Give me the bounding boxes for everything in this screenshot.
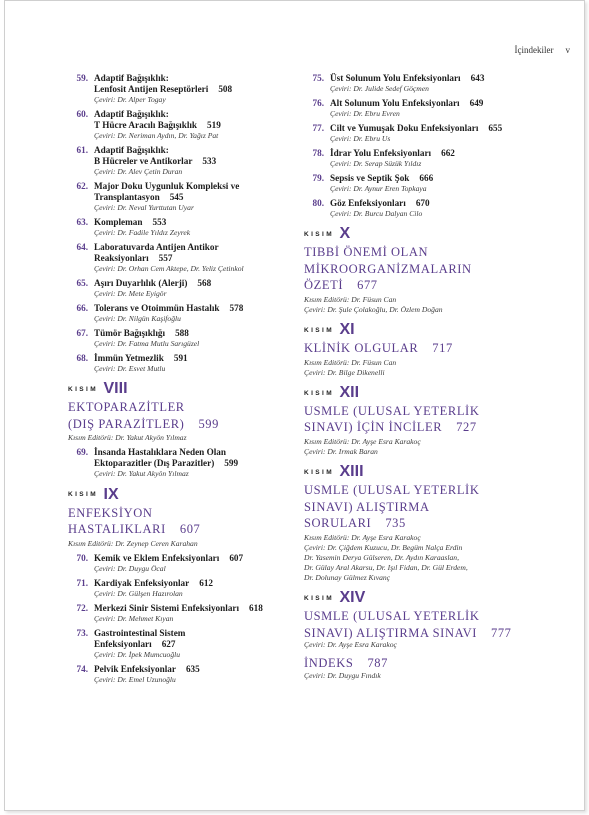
chapter-page: 670 xyxy=(415,198,430,208)
part-title-line: KLİNİK OLGULAR 717 xyxy=(304,341,453,356)
chapter-number: 61. xyxy=(76,145,88,155)
toc-entry xyxy=(68,353,300,374)
translator: Çeviri: Dr. Serap Süzük Yıldız xyxy=(330,159,422,168)
chapter-title-line: Laboratuvarda Antijen Antikor xyxy=(94,242,219,252)
chapter-number: 77. xyxy=(312,123,324,133)
part-title-line: (DIŞ PARAZİTLER) 599 xyxy=(68,416,219,431)
translator: Çeviri: Dr. Orhan Cem Aktepe, Dr. Yeliz Çetinkol xyxy=(94,264,244,273)
chapter-title-line: Sepsis ve Septik Şok 666 xyxy=(330,173,434,183)
chapter-number: 66. xyxy=(76,303,88,313)
translator: Çeviri: Dr. Mete Eyigör xyxy=(94,289,167,298)
chapter-body xyxy=(330,73,536,94)
chapter-page: 607 xyxy=(229,552,244,563)
part-heading xyxy=(68,380,300,443)
toc-entry xyxy=(68,328,300,349)
toc-entry xyxy=(304,123,536,144)
part-roman-numeral: VIII xyxy=(99,380,128,398)
part-page: 677 xyxy=(357,278,378,293)
chapter-number: 74. xyxy=(76,663,88,674)
toc-entry xyxy=(304,173,536,194)
chapter-title-line: Transplantasyon 545 xyxy=(94,192,184,202)
chapter-title-line: Aşırı Duyarlılık (Alerji) 568 xyxy=(94,278,212,288)
toc-entry xyxy=(304,198,536,219)
chapter-title-line: İdrar Yolu Enfeksiyonları 662 xyxy=(330,148,455,158)
chapter-page: 662 xyxy=(441,148,455,158)
chapter-title-line: B Hücreler ve Antikorlar 533 xyxy=(94,156,217,166)
part-page: 787 xyxy=(367,656,388,671)
toc-entry xyxy=(68,603,300,624)
chapter-body xyxy=(94,353,300,374)
part-label xyxy=(304,384,536,402)
translator: Çeviri: Dr. Nilgün Kaşifoğlu xyxy=(94,314,181,323)
toc-entry xyxy=(68,242,300,274)
part-page: 727 xyxy=(456,420,477,435)
kisim-label: KISIM xyxy=(304,468,335,476)
chapter-page: 635 xyxy=(185,663,200,674)
chapter-body xyxy=(94,578,300,599)
kisim-label: KISIM xyxy=(304,326,335,334)
part-roman-numeral: XIII xyxy=(335,463,364,481)
chapter-page: 627 xyxy=(161,638,176,649)
part-editor: Kısım Editörü: Dr. Yakut Akyön Yılmaz xyxy=(68,433,187,443)
chapter-title-line: Kompleman 553 xyxy=(94,217,167,227)
chapter-number: 70. xyxy=(76,552,88,563)
kisim-label: KISIM xyxy=(304,389,335,397)
chapter-body xyxy=(94,181,300,213)
chapter-title-line: Göz Enfeksiyonları 670 xyxy=(330,198,430,208)
part-page: 607 xyxy=(179,522,201,537)
chapter-number: 62. xyxy=(76,181,88,191)
translator: Çeviri: Dr. Esvet Mutlu xyxy=(94,364,166,373)
kisim-label: KISIM xyxy=(68,385,99,393)
chapter-number: 72. xyxy=(76,602,88,613)
part-roman-numeral: IX xyxy=(99,485,119,503)
chapter-page: 568 xyxy=(197,278,212,288)
chapter-page: 588 xyxy=(175,328,189,338)
toc-entry xyxy=(68,278,300,299)
translator: Çeviri: Dr. Gülşen Hazırolan xyxy=(94,588,183,598)
translator: Çeviri: Dr. Duygu Fındık xyxy=(304,670,381,680)
part-editor: Kısım Editörü: Dr. Zeynep Ceren Karahan xyxy=(68,538,198,548)
chapter-body xyxy=(94,109,300,141)
chapter-title-line: Major Doku Uygunluk Kompleksi ve xyxy=(94,181,240,191)
chapter-title-line: Üst Solunum Yolu Enfeksiyonları 643 xyxy=(330,73,485,83)
chapter-number: 64. xyxy=(76,242,88,252)
chapter-body xyxy=(94,303,300,324)
chapter-title-line: Enfeksiyonları 627 xyxy=(94,638,176,649)
chapter-title-line: Tolerans ve Otoimmün Hastalık 578 xyxy=(94,303,244,313)
chapter-body xyxy=(330,148,536,169)
chapter-number: 76. xyxy=(312,98,324,108)
chapter-number: 65. xyxy=(76,278,88,288)
chapter-page: 553 xyxy=(152,217,167,227)
part-title-line: USMLE (ULUSAL YETERLİK xyxy=(304,483,480,498)
chapter-title-line: Adaptif Bağışıklık: xyxy=(94,145,169,155)
toc-entry xyxy=(68,145,300,177)
part-title-line: TIBBİ ÖNEMİ OLAN xyxy=(304,245,429,260)
part-title-line: MİKROORGANİZMALARIN xyxy=(304,261,472,276)
translator: Çeviri: Dr. İpek Mumcuoğlu xyxy=(94,649,181,659)
chapter-page: 519 xyxy=(207,120,221,130)
chapter-body xyxy=(330,173,536,194)
chapter-title-line: Reaksiyonları 557 xyxy=(94,253,173,263)
toc-column-left xyxy=(68,73,300,689)
part-title-line: SINAVI) ALIŞTIRMA SINAVI 777 xyxy=(304,625,512,640)
toc-entry xyxy=(68,109,300,141)
translator: Dr. Dolunay Gülmez Kıvanç xyxy=(304,572,391,582)
part-heading xyxy=(304,384,536,457)
translator: Çeviri: Dr. Burcu Dalyan Cilo xyxy=(330,209,423,218)
translator: Çeviri: Dr. Alper Togay xyxy=(94,95,166,104)
chapter-title-line: T Hücre Aracılı Bağışıklık 519 xyxy=(94,120,221,130)
translator: Çeviri: Dr. Şule Çolakoğlu, Dr. Özlem Doğan xyxy=(304,304,443,314)
translator: Çeviri: Dr. Yakut Akyön Yılmaz xyxy=(94,469,189,479)
chapter-number: 73. xyxy=(76,627,88,638)
chapter-page: 655 xyxy=(488,123,503,133)
part-editor: Kısım Editörü: Dr. Ayşe Esra Karakoç xyxy=(304,436,421,446)
part-editor: Kısım Editörü: Dr. Füsun Can xyxy=(304,357,397,367)
toc-entry xyxy=(68,628,300,660)
chapter-body xyxy=(94,278,300,299)
part-editor: Kısım Editörü: Dr. Ayşe Esra Karakoç xyxy=(304,532,421,542)
part-heading xyxy=(304,463,536,583)
part-page: 777 xyxy=(490,625,512,640)
translator: Çeviri: Dr. Alev Çetin Duran xyxy=(94,167,183,176)
part-title-line: USMLE (ULUSAL YETERLİK xyxy=(304,609,480,624)
chapter-page: 533 xyxy=(202,156,217,166)
chapter-body xyxy=(330,98,536,119)
part-title-line: SORULARI 735 xyxy=(304,516,406,531)
translator: Çeviri: Dr. Çiğdem Kuzucu, Dr. Begüm Nalça Erdin xyxy=(304,542,463,552)
part-roman-numeral: X xyxy=(335,225,351,243)
chapter-page: 591 xyxy=(173,353,188,363)
chapter-body xyxy=(94,217,300,238)
translator: Çeviri: Dr. Ebru Us xyxy=(330,134,391,143)
chapter-number: 78. xyxy=(312,148,324,158)
chapter-title-line: Adaptif Bağışıklık: xyxy=(94,73,169,83)
chapter-page: 643 xyxy=(470,73,485,83)
kisim-label: KISIM xyxy=(68,491,99,499)
part-heading xyxy=(304,321,536,378)
chapter-title-line: Ektoparazitler (Dış Parazitler) 599 xyxy=(94,458,239,469)
chapter-title-line: Alt Solunum Yolu Enfeksiyonları 649 xyxy=(330,98,484,108)
chapter-page: 666 xyxy=(419,173,434,183)
part-roman-numeral: XI xyxy=(335,321,355,339)
chapter-body xyxy=(94,447,300,479)
chapter-title-line: Adaptif Bağışıklık: xyxy=(94,109,169,119)
chapter-number: 67. xyxy=(76,328,88,338)
chapter-page: 545 xyxy=(169,192,184,202)
part-label xyxy=(304,321,536,339)
section-title: İçindekiler xyxy=(514,45,554,55)
chapter-number: 69. xyxy=(76,447,88,458)
part-title-line: İNDEKS 787 xyxy=(304,656,388,671)
translator: Çeviri: Dr. Neriman Aydın, Dr. Yağız Pat xyxy=(94,131,219,140)
translator: Çeviri: Dr. Duygu Öcal xyxy=(94,563,166,573)
chapter-number: 79. xyxy=(312,173,324,183)
chapter-page: 649 xyxy=(469,98,484,108)
part-heading xyxy=(304,589,536,650)
chapter-title-line: Kemik ve Eklem Enfeksiyonları 607 xyxy=(94,552,244,563)
chapter-body xyxy=(94,145,300,177)
part-title-line: SINAVI) İÇİN İNCİLER 727 xyxy=(304,420,477,435)
translator: Çeviri: Dr. Emel Uzunoğlu xyxy=(94,674,176,684)
translator: Çeviri: Dr. Aynur Eren Topkaya xyxy=(330,184,427,193)
chapter-title-line: Gastrointestinal Sistem xyxy=(94,627,186,638)
chapter-body xyxy=(94,603,300,624)
kisim-label: KISIM xyxy=(304,230,335,238)
chapter-page: 618 xyxy=(249,602,263,613)
part-label xyxy=(304,589,536,607)
chapter-page: 578 xyxy=(229,303,244,313)
part-heading xyxy=(304,656,536,681)
toc-entry xyxy=(304,98,536,119)
chapter-body xyxy=(94,242,300,274)
translator: Çeviri: Dr. Bilge Dikenelli xyxy=(304,367,385,377)
chapter-number: 80. xyxy=(312,198,324,208)
part-title-line: ENFEKSİYON xyxy=(68,505,153,520)
chapter-number: 75. xyxy=(312,73,324,83)
chapter-number: 71. xyxy=(76,577,88,588)
running-header xyxy=(515,45,570,55)
chapter-title-line: Lenfosit Antijen Reseptörleri 508 xyxy=(94,84,233,94)
part-title-line: SINAVI) ALIŞTIRMA xyxy=(304,499,430,514)
chapter-page: 557 xyxy=(158,253,173,263)
toc-entry xyxy=(68,73,300,105)
chapter-title-line: Pelvik Enfeksiyonlar 635 xyxy=(94,663,200,674)
part-roman-numeral: XII xyxy=(335,383,360,401)
chapter-body xyxy=(94,628,300,660)
chapter-body xyxy=(330,198,536,219)
part-editor: Kısım Editörü: Dr. Füsun Can xyxy=(304,294,397,304)
chapter-body xyxy=(94,328,300,349)
chapter-title-line: Cilt ve Yumuşak Doku Enfeksiyonları 655 xyxy=(330,123,503,133)
toc-entry xyxy=(68,447,300,479)
chapter-body xyxy=(94,664,300,685)
part-page: 599 xyxy=(198,416,219,431)
part-title-line: ÖZETİ 677 xyxy=(304,278,378,293)
part-roman-numeral: XIV xyxy=(335,589,366,607)
toc-entry xyxy=(304,73,536,94)
part-title-line: USMLE (ULUSAL YETERLİK xyxy=(304,403,480,418)
toc-entry xyxy=(68,553,300,574)
toc-entry xyxy=(68,578,300,599)
translator: Dr. Yasemin Derya Gülseren, Dr. Aydın Karaaslan, xyxy=(304,552,459,562)
translator: Çeviri: Dr. Ebru Evren xyxy=(330,109,400,118)
chapter-body xyxy=(94,73,300,105)
chapter-number: 59. xyxy=(76,73,88,83)
chapter-page: 612 xyxy=(199,577,213,588)
chapter-body xyxy=(330,123,536,144)
toc-entry xyxy=(68,181,300,213)
translator: Çeviri: Dr. Ayşe Esra Karakoç xyxy=(304,640,397,650)
part-title-line: EKTOPARAZİTLER xyxy=(68,400,185,415)
part-label xyxy=(304,463,536,481)
part-page: 717 xyxy=(432,341,453,356)
translator: Çeviri: Dr. Fatma Mutlu Sarıgüzel xyxy=(94,339,200,348)
translator: Çeviri: Dr. Neval Yurttutan Uyar xyxy=(94,203,194,212)
chapter-number: 68. xyxy=(76,353,88,363)
translator: Dr. Gülay Aral Akarsu, Dr. Işıl Fidan, Dr. Gül Erdem, xyxy=(304,562,468,572)
part-heading xyxy=(304,225,536,315)
toc-entry xyxy=(68,664,300,685)
chapter-number: 60. xyxy=(76,109,88,119)
chapter-body xyxy=(94,553,300,574)
kisim-label: KISIM xyxy=(304,594,335,602)
part-title-line: HASTALIKLARI 607 xyxy=(68,522,201,537)
chapter-title-line: Tümör Bağışıklığı 588 xyxy=(94,328,189,338)
chapter-title-line: İnsanda Hastalıklara Neden Olan xyxy=(94,447,226,458)
document-page xyxy=(4,0,585,811)
translator: Çeviri: Dr. Mehmet Kıyan xyxy=(94,613,174,623)
chapter-title-line: Merkezi Sinir Sistemi Enfeksiyonları 618 xyxy=(94,602,263,613)
part-heading xyxy=(68,485,300,548)
toc-entry xyxy=(304,148,536,169)
toc-entry xyxy=(68,303,300,324)
toc-column-right xyxy=(304,73,536,685)
chapter-title-line: İmmün Yetmezlik 591 xyxy=(94,353,188,363)
part-page: 735 xyxy=(385,516,406,531)
chapter-page: 599 xyxy=(224,458,239,469)
translator: Çeviri: Dr. Irmak Baran xyxy=(304,446,378,456)
part-label xyxy=(68,380,300,398)
chapter-page: 508 xyxy=(218,84,233,94)
part-label xyxy=(68,485,300,503)
translator: Çeviri: Dr. Fadile Yıldız Zeyrek xyxy=(94,228,191,237)
part-label xyxy=(304,225,536,243)
toc-entry xyxy=(68,217,300,238)
chapter-title-line: Kardiyak Enfeksiyonlar 612 xyxy=(94,577,213,588)
chapter-number: 63. xyxy=(76,217,88,227)
translator: Çeviri: Dr. Julide Sedef Göçmen xyxy=(330,84,429,93)
page-number: v xyxy=(565,45,570,55)
